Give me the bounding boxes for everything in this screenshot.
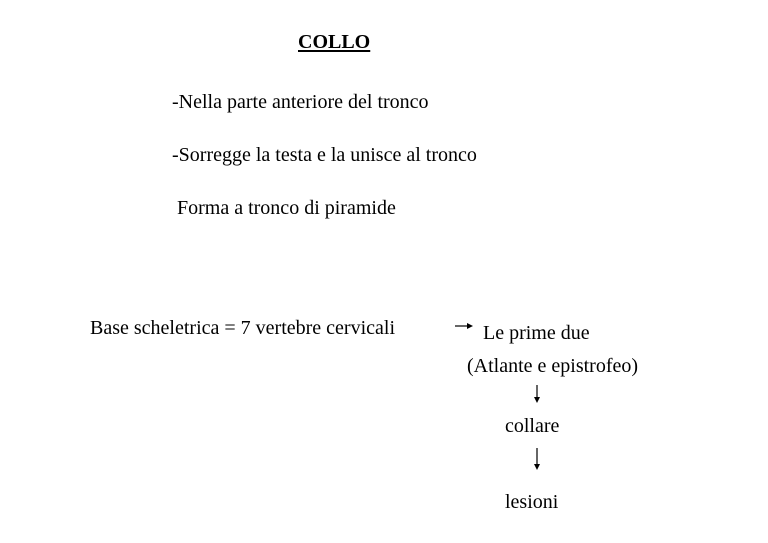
bullet-pyramid-shape: Forma a tronco di piramide: [177, 197, 396, 219]
bullet-supports-head: -Sorregge la testa e la unisce al tronco: [172, 144, 477, 166]
atlas-axis-text: (Atlante e epistrofeo): [467, 355, 639, 377]
arrow-down-icon: [532, 447, 542, 471]
bullet-anterior-position: -Nella parte anteriore del tronco: [172, 91, 429, 113]
arrow-right-icon: [454, 320, 474, 332]
arrow-down-icon: [532, 384, 542, 404]
first-two-vertebrae-text: Le prime due: [483, 322, 590, 344]
collar-text: collare: [505, 415, 560, 437]
skeletal-base-text: Base scheletrica = 7 vertebre cervicali: [90, 317, 395, 339]
injuries-text: lesioni: [505, 491, 559, 513]
slide-title: COLLO: [298, 31, 371, 53]
